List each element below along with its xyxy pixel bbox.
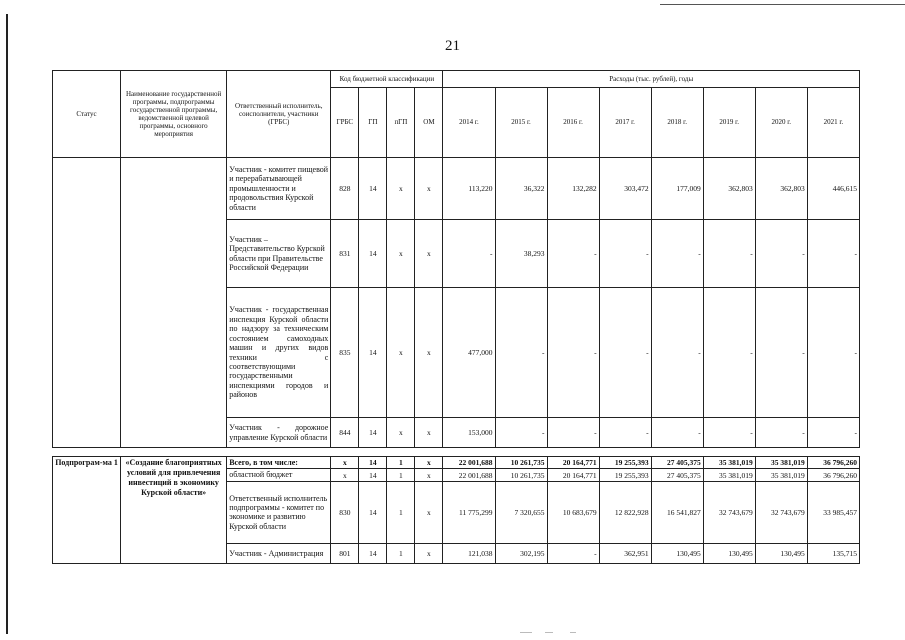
value-cell: 36 796,260 bbox=[807, 469, 859, 481]
executor-cell: Всего, в том числе: bbox=[227, 457, 331, 469]
value-cell: 20 164,771 bbox=[547, 469, 599, 481]
code-cell: х bbox=[331, 469, 359, 481]
code-cell: 14 bbox=[359, 543, 387, 563]
header-status: Статус bbox=[53, 71, 121, 158]
table-row bbox=[53, 457, 860, 469]
value-cell: 35 381,019 bbox=[703, 469, 755, 481]
value-cell: - bbox=[599, 288, 651, 418]
value-cell: - bbox=[755, 288, 807, 418]
header-code-col: ОМ bbox=[415, 88, 443, 158]
value-cell: 132,282 bbox=[547, 158, 599, 220]
value-cell: 135,715 bbox=[807, 543, 859, 563]
name-cell bbox=[121, 158, 227, 448]
header-year: 2016 г. bbox=[547, 88, 599, 158]
code-cell: 14 bbox=[359, 418, 387, 448]
value-cell: 19 255,393 bbox=[599, 469, 651, 481]
header-executor: Ответственный исполнитель, соисполнители, участники (ГРБС) bbox=[227, 71, 331, 158]
value-cell: 22 001,688 bbox=[443, 469, 495, 481]
value-cell: - bbox=[599, 418, 651, 448]
scan-mark bbox=[520, 632, 532, 633]
value-cell: 22 001,688 bbox=[443, 457, 495, 469]
value-cell: - bbox=[547, 418, 599, 448]
header-year: 2014 г. bbox=[443, 88, 495, 158]
value-cell: - bbox=[807, 288, 859, 418]
value-cell: - bbox=[547, 220, 599, 288]
code-cell: 844 bbox=[331, 418, 359, 448]
value-cell: - bbox=[755, 418, 807, 448]
value-cell: 177,009 bbox=[651, 158, 703, 220]
scan-mark bbox=[570, 632, 576, 633]
value-cell: 11 775,299 bbox=[443, 481, 495, 543]
top-rule bbox=[660, 4, 905, 5]
code-cell: х bbox=[415, 543, 443, 563]
code-cell: 14 bbox=[359, 288, 387, 418]
value-cell: - bbox=[495, 418, 547, 448]
code-cell: 1 bbox=[387, 469, 415, 481]
value-cell: 35 381,019 bbox=[755, 469, 807, 481]
value-cell: - bbox=[443, 220, 495, 288]
value-cell: 27 405,375 bbox=[651, 469, 703, 481]
code-cell: 14 bbox=[359, 481, 387, 543]
value-cell: - bbox=[495, 288, 547, 418]
code-cell: 14 bbox=[359, 457, 387, 469]
value-cell: 446,615 bbox=[807, 158, 859, 220]
code-cell: 1 bbox=[387, 543, 415, 563]
value-cell: 130,495 bbox=[755, 543, 807, 563]
code-cell: х bbox=[415, 457, 443, 469]
value-cell: 35 381,019 bbox=[755, 457, 807, 469]
code-cell: 1 bbox=[387, 481, 415, 543]
value-cell: 36,322 bbox=[495, 158, 547, 220]
expenses-table bbox=[52, 70, 860, 564]
value-cell: 10 261,735 bbox=[495, 457, 547, 469]
code-cell: х bbox=[387, 158, 415, 220]
header-year: 2017 г. bbox=[599, 88, 651, 158]
value-cell: - bbox=[703, 220, 755, 288]
code-cell: 14 bbox=[359, 469, 387, 481]
value-cell: - bbox=[651, 288, 703, 418]
executor-cell: областной бюджет bbox=[227, 469, 331, 481]
value-cell: 32 743,679 bbox=[703, 481, 755, 543]
value-cell: 121,038 bbox=[443, 543, 495, 563]
code-cell: 801 bbox=[331, 543, 359, 563]
separator-row bbox=[53, 448, 860, 457]
code-cell: 14 bbox=[359, 220, 387, 288]
executor-cell: Участник – Представительство Курской области при Правительстве Российской Федерации bbox=[227, 220, 331, 288]
value-cell: 16 541,827 bbox=[651, 481, 703, 543]
code-cell: х bbox=[415, 158, 443, 220]
value-cell: 153,000 bbox=[443, 418, 495, 448]
executor-cell: Участник - Администрация bbox=[227, 543, 331, 563]
value-cell: 113,220 bbox=[443, 158, 495, 220]
header-expenses-group: Расходы (тыс. рублей), годы bbox=[443, 71, 860, 88]
code-cell: х bbox=[387, 220, 415, 288]
value-cell: 362,803 bbox=[703, 158, 755, 220]
value-cell: - bbox=[547, 543, 599, 563]
header-year: 2021 г. bbox=[807, 88, 859, 158]
code-cell: 14 bbox=[359, 158, 387, 220]
value-cell: 10 683,679 bbox=[547, 481, 599, 543]
value-cell: 362,803 bbox=[755, 158, 807, 220]
header-year: 2019 г. bbox=[703, 88, 755, 158]
value-cell: - bbox=[755, 220, 807, 288]
code-cell: х bbox=[331, 457, 359, 469]
value-cell: 130,495 bbox=[651, 543, 703, 563]
code-cell: 835 bbox=[331, 288, 359, 418]
value-cell: 12 822,928 bbox=[599, 481, 651, 543]
value-cell: - bbox=[651, 220, 703, 288]
value-cell: 362,951 bbox=[599, 543, 651, 563]
value-cell: - bbox=[703, 418, 755, 448]
code-cell: 828 bbox=[331, 158, 359, 220]
value-cell: 35 381,019 bbox=[703, 457, 755, 469]
value-cell: 27 405,375 bbox=[651, 457, 703, 469]
value-cell: 477,000 bbox=[443, 288, 495, 418]
value-cell: 32 743,679 bbox=[755, 481, 807, 543]
subprogram-name: «Создание благоприятных условий для привлечения инвестиций в экономику Курской области» bbox=[121, 457, 227, 564]
value-cell: 302,195 bbox=[495, 543, 547, 563]
code-cell: х bbox=[415, 469, 443, 481]
executor-cell: Участник - государственная инспекция Курской области по надзору за техническим состоянием самоходных машин и других видов техники с соответствующими государственными инспекциями городов и районов bbox=[227, 288, 331, 418]
value-cell: - bbox=[703, 288, 755, 418]
value-cell: 36 796,260 bbox=[807, 457, 859, 469]
subprogram-status: Подпрограм-ма 1 bbox=[53, 457, 121, 564]
header-year: 2015 г. bbox=[495, 88, 547, 158]
code-cell: х bbox=[415, 481, 443, 543]
value-cell: 38,293 bbox=[495, 220, 547, 288]
value-cell: - bbox=[651, 418, 703, 448]
value-cell: 19 255,393 bbox=[599, 457, 651, 469]
value-cell: 303,472 bbox=[599, 158, 651, 220]
header-code-col: ГП bbox=[359, 88, 387, 158]
value-cell: 20 164,771 bbox=[547, 457, 599, 469]
value-cell: 33 985,457 bbox=[807, 481, 859, 543]
code-cell: 1 bbox=[387, 457, 415, 469]
code-cell: 830 bbox=[331, 481, 359, 543]
code-cell: х bbox=[415, 220, 443, 288]
code-cell: 831 bbox=[331, 220, 359, 288]
header-year: 2018 г. bbox=[651, 88, 703, 158]
executor-cell: Ответственный исполнитель подпрограммы - комитет по экономике и развитию Курской области bbox=[227, 481, 331, 543]
status-cell bbox=[53, 158, 121, 448]
value-cell: - bbox=[547, 288, 599, 418]
value-cell: - bbox=[599, 220, 651, 288]
value-cell: 10 261,735 bbox=[495, 469, 547, 481]
page-number: 21 bbox=[445, 38, 460, 54]
header-budget-code-group: Код бюджетной классификации bbox=[331, 71, 443, 88]
header-code-col: ГРБС bbox=[331, 88, 359, 158]
code-cell: х bbox=[415, 418, 443, 448]
table-row bbox=[53, 158, 860, 220]
binding-line bbox=[6, 14, 8, 634]
value-cell: - bbox=[807, 220, 859, 288]
value-cell: - bbox=[807, 418, 859, 448]
header-code-col: пГП bbox=[387, 88, 415, 158]
value-cell: 7 320,655 bbox=[495, 481, 547, 543]
header-year: 2020 г. bbox=[755, 88, 807, 158]
scan-mark bbox=[545, 632, 553, 633]
header-name: Наименование государственной программы, подпрограммы государственной программы, ведомственной целевой программы, основного мероприятия bbox=[121, 71, 227, 158]
code-cell: х bbox=[415, 288, 443, 418]
code-cell: х bbox=[387, 418, 415, 448]
code-cell: х bbox=[387, 288, 415, 418]
value-cell: 130,495 bbox=[703, 543, 755, 563]
executor-cell: Участник - комитет пищевой и перерабатывающей промышленности и продовольствия Курской области bbox=[227, 158, 331, 220]
executor-cell: Участник - дорожное управление Курской области bbox=[227, 418, 331, 448]
